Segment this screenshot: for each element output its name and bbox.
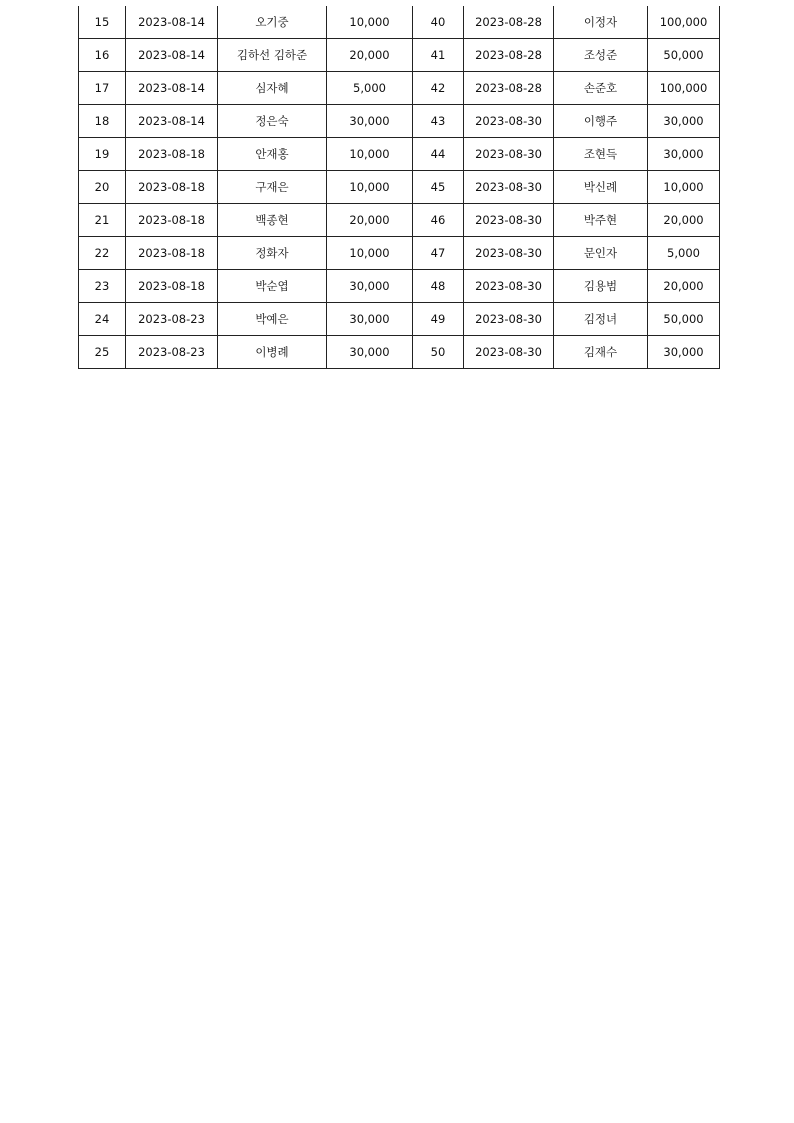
right-name-cell: 문인자 xyxy=(554,237,648,270)
left-date-cell: 2023-08-23 xyxy=(126,336,218,369)
table-row xyxy=(79,204,720,237)
left-amount-cell: 30,000 xyxy=(327,303,413,336)
table-body xyxy=(79,6,720,369)
table-row xyxy=(79,39,720,72)
left-amount-cell: 20,000 xyxy=(327,204,413,237)
left-name-cell: 정은숙 xyxy=(218,105,327,138)
right-date-cell: 2023-08-28 xyxy=(464,72,554,105)
left-name-cell: 오기중 xyxy=(218,6,327,39)
right-name-cell: 조현득 xyxy=(554,138,648,171)
left-date-cell: 2023-08-14 xyxy=(126,39,218,72)
left-name-cell: 이병례 xyxy=(218,336,327,369)
left-name-cell: 백종현 xyxy=(218,204,327,237)
right-no-cell: 47 xyxy=(413,237,464,270)
right-name-cell: 김용범 xyxy=(554,270,648,303)
left-date-cell: 2023-08-23 xyxy=(126,303,218,336)
table-row xyxy=(79,105,720,138)
right-name-cell: 이행주 xyxy=(554,105,648,138)
left-no-cell: 20 xyxy=(79,171,126,204)
left-no-cell: 22 xyxy=(79,237,126,270)
right-amount-cell: 50,000 xyxy=(648,303,720,336)
left-no-cell: 21 xyxy=(79,204,126,237)
right-date-cell: 2023-08-30 xyxy=(464,303,554,336)
left-date-cell: 2023-08-14 xyxy=(126,72,218,105)
right-no-cell: 50 xyxy=(413,336,464,369)
right-date-cell: 2023-08-28 xyxy=(464,6,554,39)
left-amount-cell: 10,000 xyxy=(327,237,413,270)
left-no-cell: 19 xyxy=(79,138,126,171)
left-amount-cell: 30,000 xyxy=(327,336,413,369)
right-name-cell: 조성준 xyxy=(554,39,648,72)
left-amount-cell: 10,000 xyxy=(327,138,413,171)
table-row xyxy=(79,6,720,39)
left-date-cell: 2023-08-18 xyxy=(126,270,218,303)
left-no-cell: 23 xyxy=(79,270,126,303)
donation-table xyxy=(78,6,720,369)
left-name-cell: 심자혜 xyxy=(218,72,327,105)
table-row xyxy=(79,237,720,270)
right-amount-cell: 30,000 xyxy=(648,336,720,369)
left-no-cell: 16 xyxy=(79,39,126,72)
right-amount-cell: 20,000 xyxy=(648,270,720,303)
right-date-cell: 2023-08-30 xyxy=(464,138,554,171)
table-row xyxy=(79,270,720,303)
left-name-cell: 김하선 김하준 xyxy=(218,39,327,72)
right-amount-cell: 50,000 xyxy=(648,39,720,72)
right-date-cell: 2023-08-30 xyxy=(464,237,554,270)
right-no-cell: 48 xyxy=(413,270,464,303)
right-no-cell: 43 xyxy=(413,105,464,138)
right-amount-cell: 100,000 xyxy=(648,6,720,39)
right-name-cell: 박신례 xyxy=(554,171,648,204)
left-amount-cell: 5,000 xyxy=(327,72,413,105)
left-amount-cell: 30,000 xyxy=(327,105,413,138)
right-amount-cell: 100,000 xyxy=(648,72,720,105)
left-name-cell: 박예은 xyxy=(218,303,327,336)
left-amount-cell: 10,000 xyxy=(327,6,413,39)
left-amount-cell: 30,000 xyxy=(327,270,413,303)
left-name-cell: 박순엽 xyxy=(218,270,327,303)
left-amount-cell: 20,000 xyxy=(327,39,413,72)
table-row xyxy=(79,138,720,171)
right-date-cell: 2023-08-30 xyxy=(464,204,554,237)
right-no-cell: 41 xyxy=(413,39,464,72)
left-no-cell: 18 xyxy=(79,105,126,138)
left-name-cell: 구재은 xyxy=(218,171,327,204)
left-date-cell: 2023-08-18 xyxy=(126,204,218,237)
table-row xyxy=(79,72,720,105)
table-row xyxy=(79,303,720,336)
right-amount-cell: 20,000 xyxy=(648,204,720,237)
left-date-cell: 2023-08-18 xyxy=(126,237,218,270)
left-no-cell: 25 xyxy=(79,336,126,369)
right-date-cell: 2023-08-30 xyxy=(464,171,554,204)
left-no-cell: 15 xyxy=(79,6,126,39)
left-name-cell: 정화자 xyxy=(218,237,327,270)
table-row xyxy=(79,336,720,369)
right-amount-cell: 5,000 xyxy=(648,237,720,270)
right-date-cell: 2023-08-30 xyxy=(464,270,554,303)
left-date-cell: 2023-08-14 xyxy=(126,105,218,138)
right-date-cell: 2023-08-28 xyxy=(464,39,554,72)
right-amount-cell: 30,000 xyxy=(648,105,720,138)
right-no-cell: 44 xyxy=(413,138,464,171)
right-name-cell: 김재수 xyxy=(554,336,648,369)
left-amount-cell: 10,000 xyxy=(327,171,413,204)
right-name-cell: 김정녀 xyxy=(554,303,648,336)
right-no-cell: 42 xyxy=(413,72,464,105)
left-no-cell: 24 xyxy=(79,303,126,336)
left-name-cell: 안재홍 xyxy=(218,138,327,171)
left-date-cell: 2023-08-18 xyxy=(126,171,218,204)
right-no-cell: 40 xyxy=(413,6,464,39)
table-row xyxy=(79,171,720,204)
right-date-cell: 2023-08-30 xyxy=(464,336,554,369)
left-date-cell: 2023-08-14 xyxy=(126,6,218,39)
right-name-cell: 손준호 xyxy=(554,72,648,105)
left-date-cell: 2023-08-18 xyxy=(126,138,218,171)
right-date-cell: 2023-08-30 xyxy=(464,105,554,138)
right-amount-cell: 10,000 xyxy=(648,171,720,204)
right-no-cell: 46 xyxy=(413,204,464,237)
right-name-cell: 이정자 xyxy=(554,6,648,39)
right-amount-cell: 30,000 xyxy=(648,138,720,171)
right-no-cell: 49 xyxy=(413,303,464,336)
right-name-cell: 박주현 xyxy=(554,204,648,237)
right-no-cell: 45 xyxy=(413,171,464,204)
left-no-cell: 17 xyxy=(79,72,126,105)
